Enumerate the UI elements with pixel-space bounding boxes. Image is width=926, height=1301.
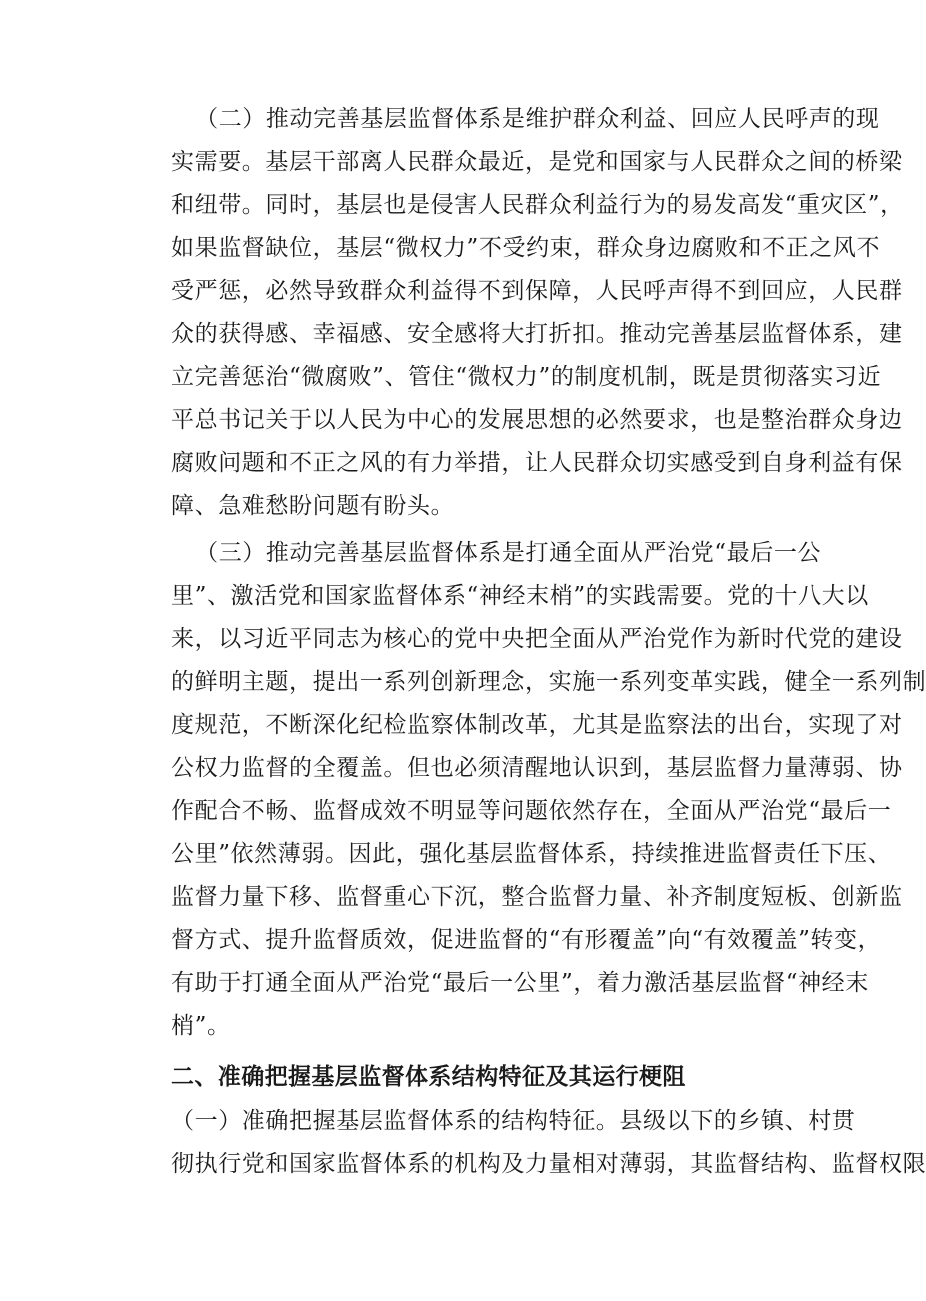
- paragraph-line: 督方式、提升监督质效，促进监督的“有形覆盖”向“有效覆盖”转变，: [171, 927, 882, 953]
- section-heading: 二、准确把握基层监督体系结构特征及其运行梗阻: [171, 1064, 686, 1090]
- paragraph-line: 腐败问题和不正之风的有力举措，让人民群众切实感受到自身利益有保: [171, 450, 903, 476]
- paragraph-line: 障、急难愁盼问题有盼头。: [171, 493, 455, 519]
- paragraph-line: 监督力量下移、监督重心下沉，整合监督力量、补齐制度短板、创新监: [171, 884, 903, 910]
- paragraph-line: 如果监督缺位，基层“微权力”不受约束，群众身边腐败和不正之风不: [171, 235, 881, 261]
- paragraph-line: 度规范，不断深化纪检监察体制改革，尤其是监察法的出台，实现了对: [171, 712, 903, 738]
- paragraph-line: 立完善惩治“微腐败”、管住“微权力”的制度机制，既是贯彻落实习近: [171, 364, 882, 390]
- paragraph-line: 里”、激活党和国家监督体系“神经末梢”的实践需要。党的十八大以: [171, 583, 869, 609]
- paragraph-line: 作配合不畅、监督成效不明显等问题依然存在，全面从严治党“最后一: [171, 798, 892, 824]
- paragraph-line: 彻执行党和国家监督体系的机构及力量相对薄弱，其监督结构、监督权限: [171, 1151, 926, 1177]
- paragraph-line: 来，以习近平同志为核心的党中央把全面从严治党作为新时代党的建设: [171, 626, 903, 652]
- paragraph-line: （三）推动完善基层监督体系是打通全面从严治党“最后一公: [183, 540, 822, 566]
- paragraph-line: 的鲜明主题，提出一系列创新理念，实施一系列变革实践，健全一系列制: [171, 669, 926, 695]
- paragraph-line: 梢”。: [171, 1013, 231, 1039]
- paragraph-line: 公权力监督的全覆盖。但也必须清醒地认识到，基层监督力量薄弱、协: [171, 755, 903, 781]
- paragraph-line: （一）准确把握基层监督体系的结构特征。县级以下的乡镇、村贯: [171, 1108, 856, 1134]
- paragraph-line: 众的获得感、幸福感、安全感将大打折扣。推动完善基层监督体系，建: [171, 321, 903, 347]
- paragraph-line: 公里”依然薄弱。因此，强化基层监督体系，持续推进监督责任下压、: [171, 841, 892, 867]
- paragraph-line: 有助于打通全面从严治党“最后一公里”，着力激活基层监督“神经末: [171, 970, 869, 996]
- paragraph-line: 平总书记关于以人民为中心的发展思想的必然要求，也是整治群众身边: [171, 407, 903, 433]
- paragraph-line: 和纽带。同时，基层也是侵害人民群众利益行为的易发高发“重灾区”，: [171, 192, 904, 218]
- paragraph-line: 受严惩，必然导致群众利益得不到保障，人民呼声得不到回应，人民群: [171, 278, 903, 304]
- paragraph-line: （二）推动完善基层监督体系是维护群众利益、回应人民呼声的现: [183, 106, 880, 132]
- paragraph-line: 实需要。基层干部离人民群众最近，是党和国家与人民群众之间的桥梁: [171, 149, 903, 175]
